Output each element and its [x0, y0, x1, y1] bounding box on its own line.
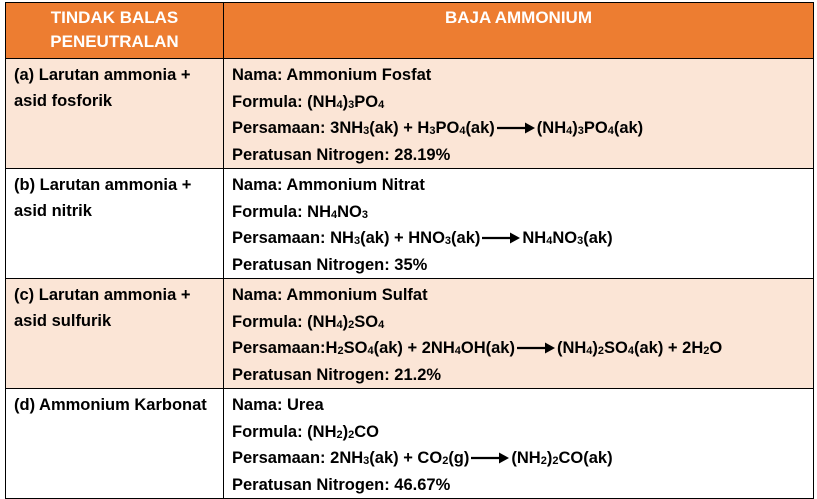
fertilizer-cell	[224, 279, 814, 389]
reaction-cell: (c) Larutan ammonia + asid sulfurik	[6, 279, 224, 389]
fertilizer-name: Nama: Urea	[232, 396, 324, 414]
fertilizer-equation	[232, 225, 807, 252]
table-row	[6, 389, 814, 499]
equation-products: $(NH_2)_2CO(ak)$	[511, 449, 613, 467]
fertilizer-name: Nama: Ammonium Fosfat	[232, 66, 432, 84]
reaction-cell: (d) Ammonium Karbonat	[6, 389, 224, 499]
table-row	[6, 59, 814, 169]
header-row	[6, 3, 814, 59]
header-fertilizer: BAJA AMMONIUM	[224, 3, 814, 59]
fertilizer-nitrogen-percent: Peratusan Nitrogen: 35%	[232, 255, 428, 274]
fertilizer-nitrogen-percent: Peratusan Nitrogen: 21.2%	[232, 365, 442, 384]
equation-products: $(NH_4)_3PO_4(ak)$	[536, 119, 644, 137]
fertilizer-nitrogen-percent: Peratusan Nitrogen: 46.67%	[232, 475, 451, 494]
right-arrow-icon	[517, 342, 555, 354]
table-row	[6, 169, 814, 279]
fertilizer-name: Nama: Ammonium Sulfat	[232, 286, 428, 304]
reaction-cell: (b) Larutan ammonia + asid nitrik	[6, 169, 224, 279]
fertilizer-formula: Formula: $(NH_4)_2SO_4$	[232, 312, 385, 331]
reaction-cell: (a) Larutan ammonia + asid fosforik	[6, 59, 224, 169]
right-arrow-icon	[482, 232, 520, 244]
equation-products: $(NH_4)_2SO_4(ak) + 2H_2O$	[556, 339, 723, 357]
fertilizer-name: Nama: Ammonium Nitrat	[232, 176, 425, 194]
fertilizer-nitrogen-percent: Peratusan Nitrogen: 28.19%	[232, 145, 451, 164]
fertilizer-formula: Formula: $(NH_4)_3PO_4$	[232, 92, 385, 111]
fertilizer-equation	[232, 115, 807, 142]
fertilizer-formula: Formula: $NH_4NO_3$	[232, 202, 368, 221]
table-row	[6, 279, 814, 389]
right-arrow-icon	[471, 452, 509, 464]
fertilizer-cell	[224, 169, 814, 279]
equation-reactants: Persamaan: $2NH_3(ak) + CO_2(g)$	[232, 449, 470, 467]
equation-reactants: $Persamaan:H_2SO_4(ak) + 2NH_4OH(ak)$	[232, 339, 515, 357]
header-reaction: TINDAK BALAS PENEUTRALAN	[6, 3, 224, 59]
equation-products: $NH_4NO_3(ak)$	[522, 229, 613, 247]
fertilizer-equation	[232, 335, 807, 362]
fertilizer-equation	[232, 445, 807, 472]
fertilizer-cell	[224, 389, 814, 499]
right-arrow-icon	[497, 122, 535, 134]
equation-reactants: Persamaan: $NH_3(ak) + HNO_3(ak)$	[232, 229, 481, 247]
fertilizer-formula: Formula: $(NH_2)_2CO$	[232, 422, 379, 441]
fertilizer-table	[5, 2, 814, 499]
equation-reactants: Persamaan: $3NH_3(ak) + H_3PO_4(ak)$	[232, 119, 495, 137]
fertilizer-cell	[224, 59, 814, 169]
